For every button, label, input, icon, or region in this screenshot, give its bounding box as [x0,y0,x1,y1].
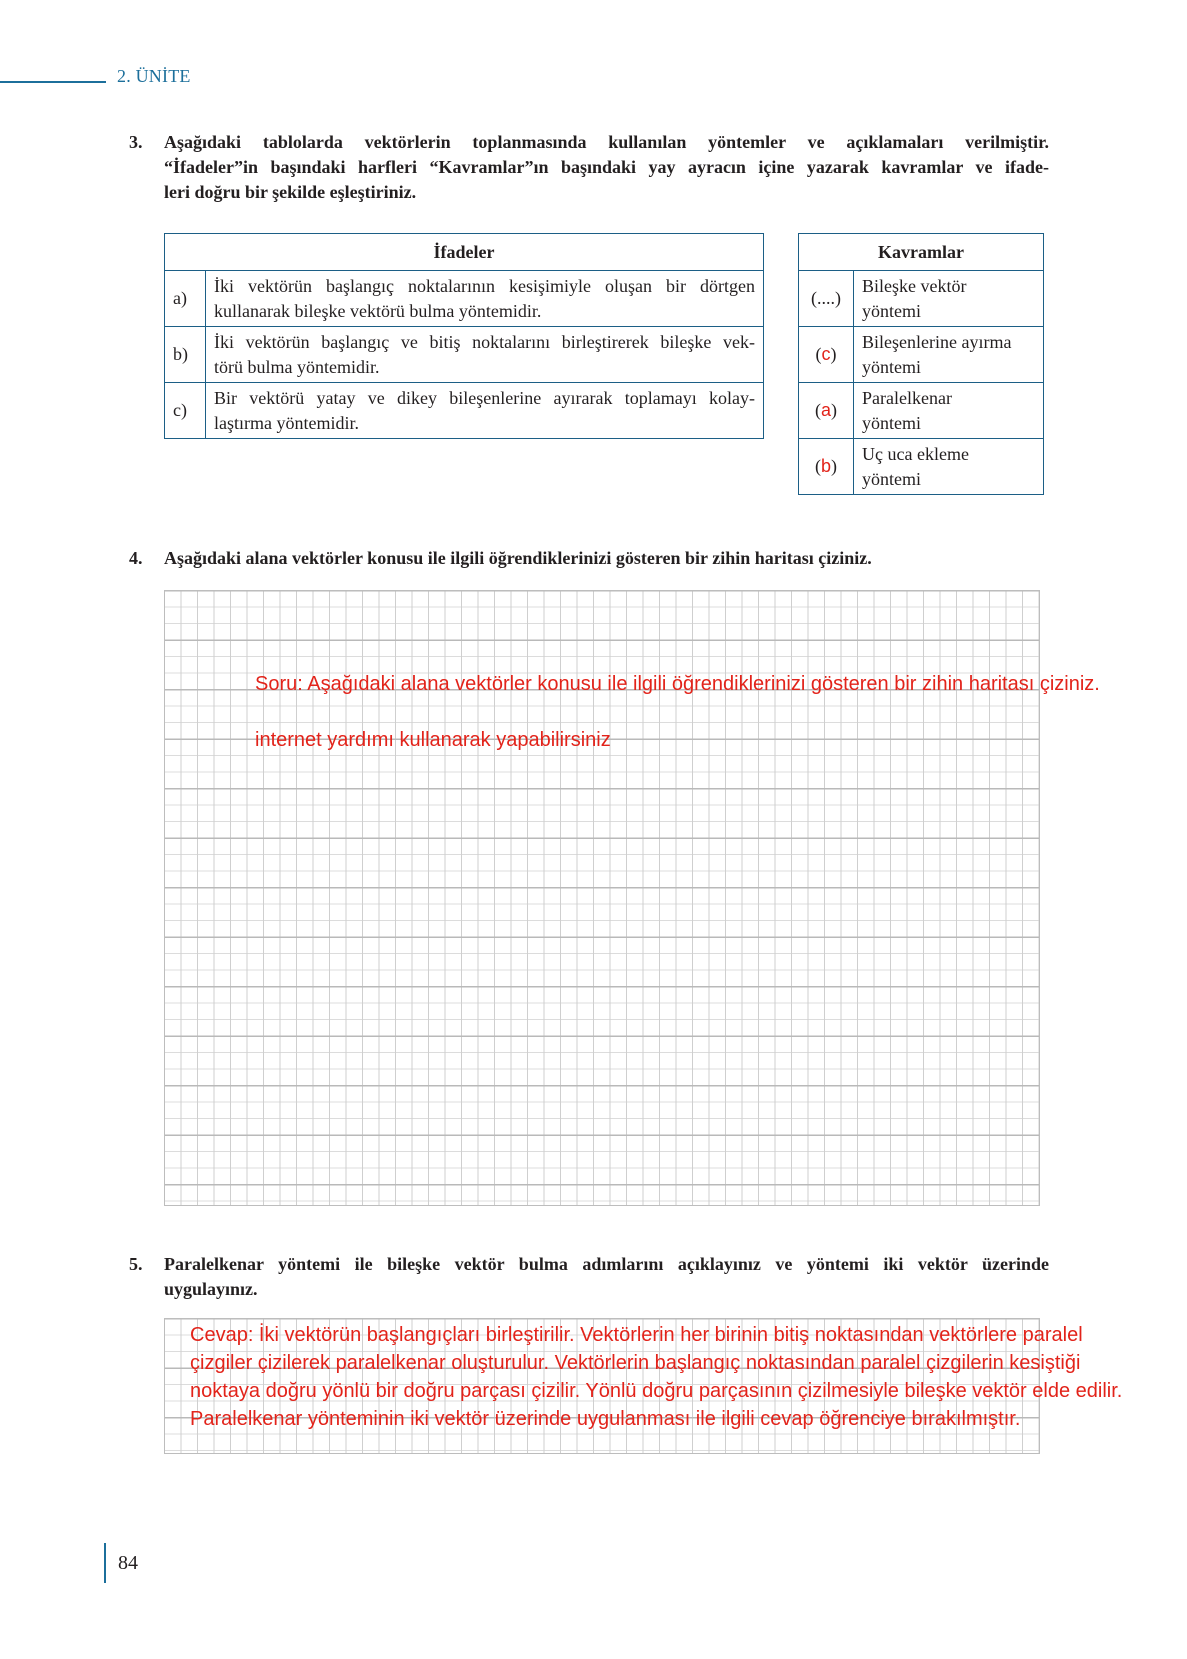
table-row [799,327,1044,383]
question-number: 5. [129,1254,143,1274]
row-line: kullanarak bileşke vektörü bulma yöntemidir. [214,300,542,321]
question-line: leri doğru bir şekilde eşleştiriniz. [164,182,417,202]
handwritten-answer: a [820,400,831,420]
table-row [799,271,1044,327]
concept-line: Bileşke vektör [862,275,967,296]
ifadeler-header: İfadeler [165,234,764,271]
concept-line: Uç uca ekleme [862,443,969,464]
row-line: Bir vektörü yatay ve dikey bileşenlerine ayırarak toplamayı kolay- [214,387,755,408]
concept-line: yöntemi [862,412,921,433]
kavramlar-header: Kavramlar [799,234,1044,271]
kavramlar-table [798,233,1044,495]
table-row [799,439,1044,495]
concept-line: Bileşenlerine ayırma [862,331,1012,352]
row-letter: b) [165,327,206,383]
question-text [164,130,1049,205]
row-text [206,383,764,439]
handwritten-answer: c [821,344,831,364]
question-number: 3. [129,132,143,152]
answer-slot[interactable]: (b) [799,439,854,495]
row-letter: a) [165,271,206,327]
row-text [206,327,764,383]
page-number: 84 [118,1552,138,1574]
concept-name [854,383,1044,439]
answer-line: noktaya doğru yönlü bir doğru parçası çizilir. Yönlü doğru parçasının çizilmesiyle bileşke vektör elde edilir. [190,1380,1123,1402]
answer-line: Cevap: İki vektörün başlangıçları birleştirilir. Vektörlerin her birinin bitiş noktasından vektörlere paralel [190,1324,1083,1346]
answer-slot[interactable]: (c) [799,327,854,383]
question-text [164,1252,1049,1302]
row-line: törü bulma yöntemidir. [214,356,380,377]
concept-name [854,439,1044,495]
answer-line: Paralelkenar yönteminin iki vektör üzerinde uygulanması ile ilgili cevap öğrenciye bırakılmıştır. [190,1408,1021,1430]
table-row [165,271,764,327]
concept-line: yöntemi [862,300,921,321]
row-letter: c) [165,383,206,439]
row-line: laştırma yöntemidir. [214,412,359,433]
table-row [165,327,764,383]
question-text: Aşağıdaki alana vektörler konusu ile ilgili öğrendiklerinizi gösteren bir zihin haritası çiziniz. [164,548,872,568]
row-text [206,271,764,327]
blank-paren: (....) [811,288,841,308]
row-line: İki vektörün başlangıç noktalarının kesişimiyle oluşan bir dörtgen [214,275,755,296]
question-number: 4. [129,548,143,568]
annotation-internet: internet yardımı kullanarak yapabilirsiniz [255,729,611,751]
question-line: Paralelkenar yöntemi ile bileşke vektör bulma adımlarını açıklayınız ve yöntemi iki vektör üzerinde [164,1254,1049,1274]
question-line: uygulayınız. [164,1279,258,1299]
row-line: İki vektörün başlangıç ve bitiş noktalarını birleştirerek bileşke vek- [214,331,755,352]
unit-header-line [0,81,106,83]
ifadeler-table [164,233,764,439]
question-line: Aşağıdaki tablolarda vektörlerin toplanmasında kullanılan yöntemler ve açıklamaları verilmiştir. [164,132,1049,152]
question-line: “İfadeler”in başındaki harfleri “Kavramlar”ın başındaki yay ayracın içine yazarak kavramlar ve ifade- [164,157,1049,177]
table-row [799,383,1044,439]
annotation-soru: Soru: Aşağıdaki alana vektörler konusu ile ilgili öğrendiklerinizi gösteren bir zihin haritası çiziniz. [255,673,1100,695]
unit-title: 2. ÜNİTE [117,66,191,86]
answer-slot[interactable] [799,271,854,327]
handwritten-answer: b [820,456,831,476]
answer-slot[interactable]: (a) [799,383,854,439]
table-row [165,383,764,439]
concept-line: yöntemi [862,356,921,377]
page-number-bar [104,1543,106,1583]
concept-line: yöntemi [862,468,921,489]
answer-text [190,1321,1160,1433]
concept-line: Paralelkenar [862,387,952,408]
answer-line: çizgiler çizilerek paralelkenar oluşturulur. Vektörlerin başlangıç noktasından paralel çizgilerin kesiştiği [190,1352,1081,1374]
concept-name [854,327,1044,383]
concept-name [854,271,1044,327]
